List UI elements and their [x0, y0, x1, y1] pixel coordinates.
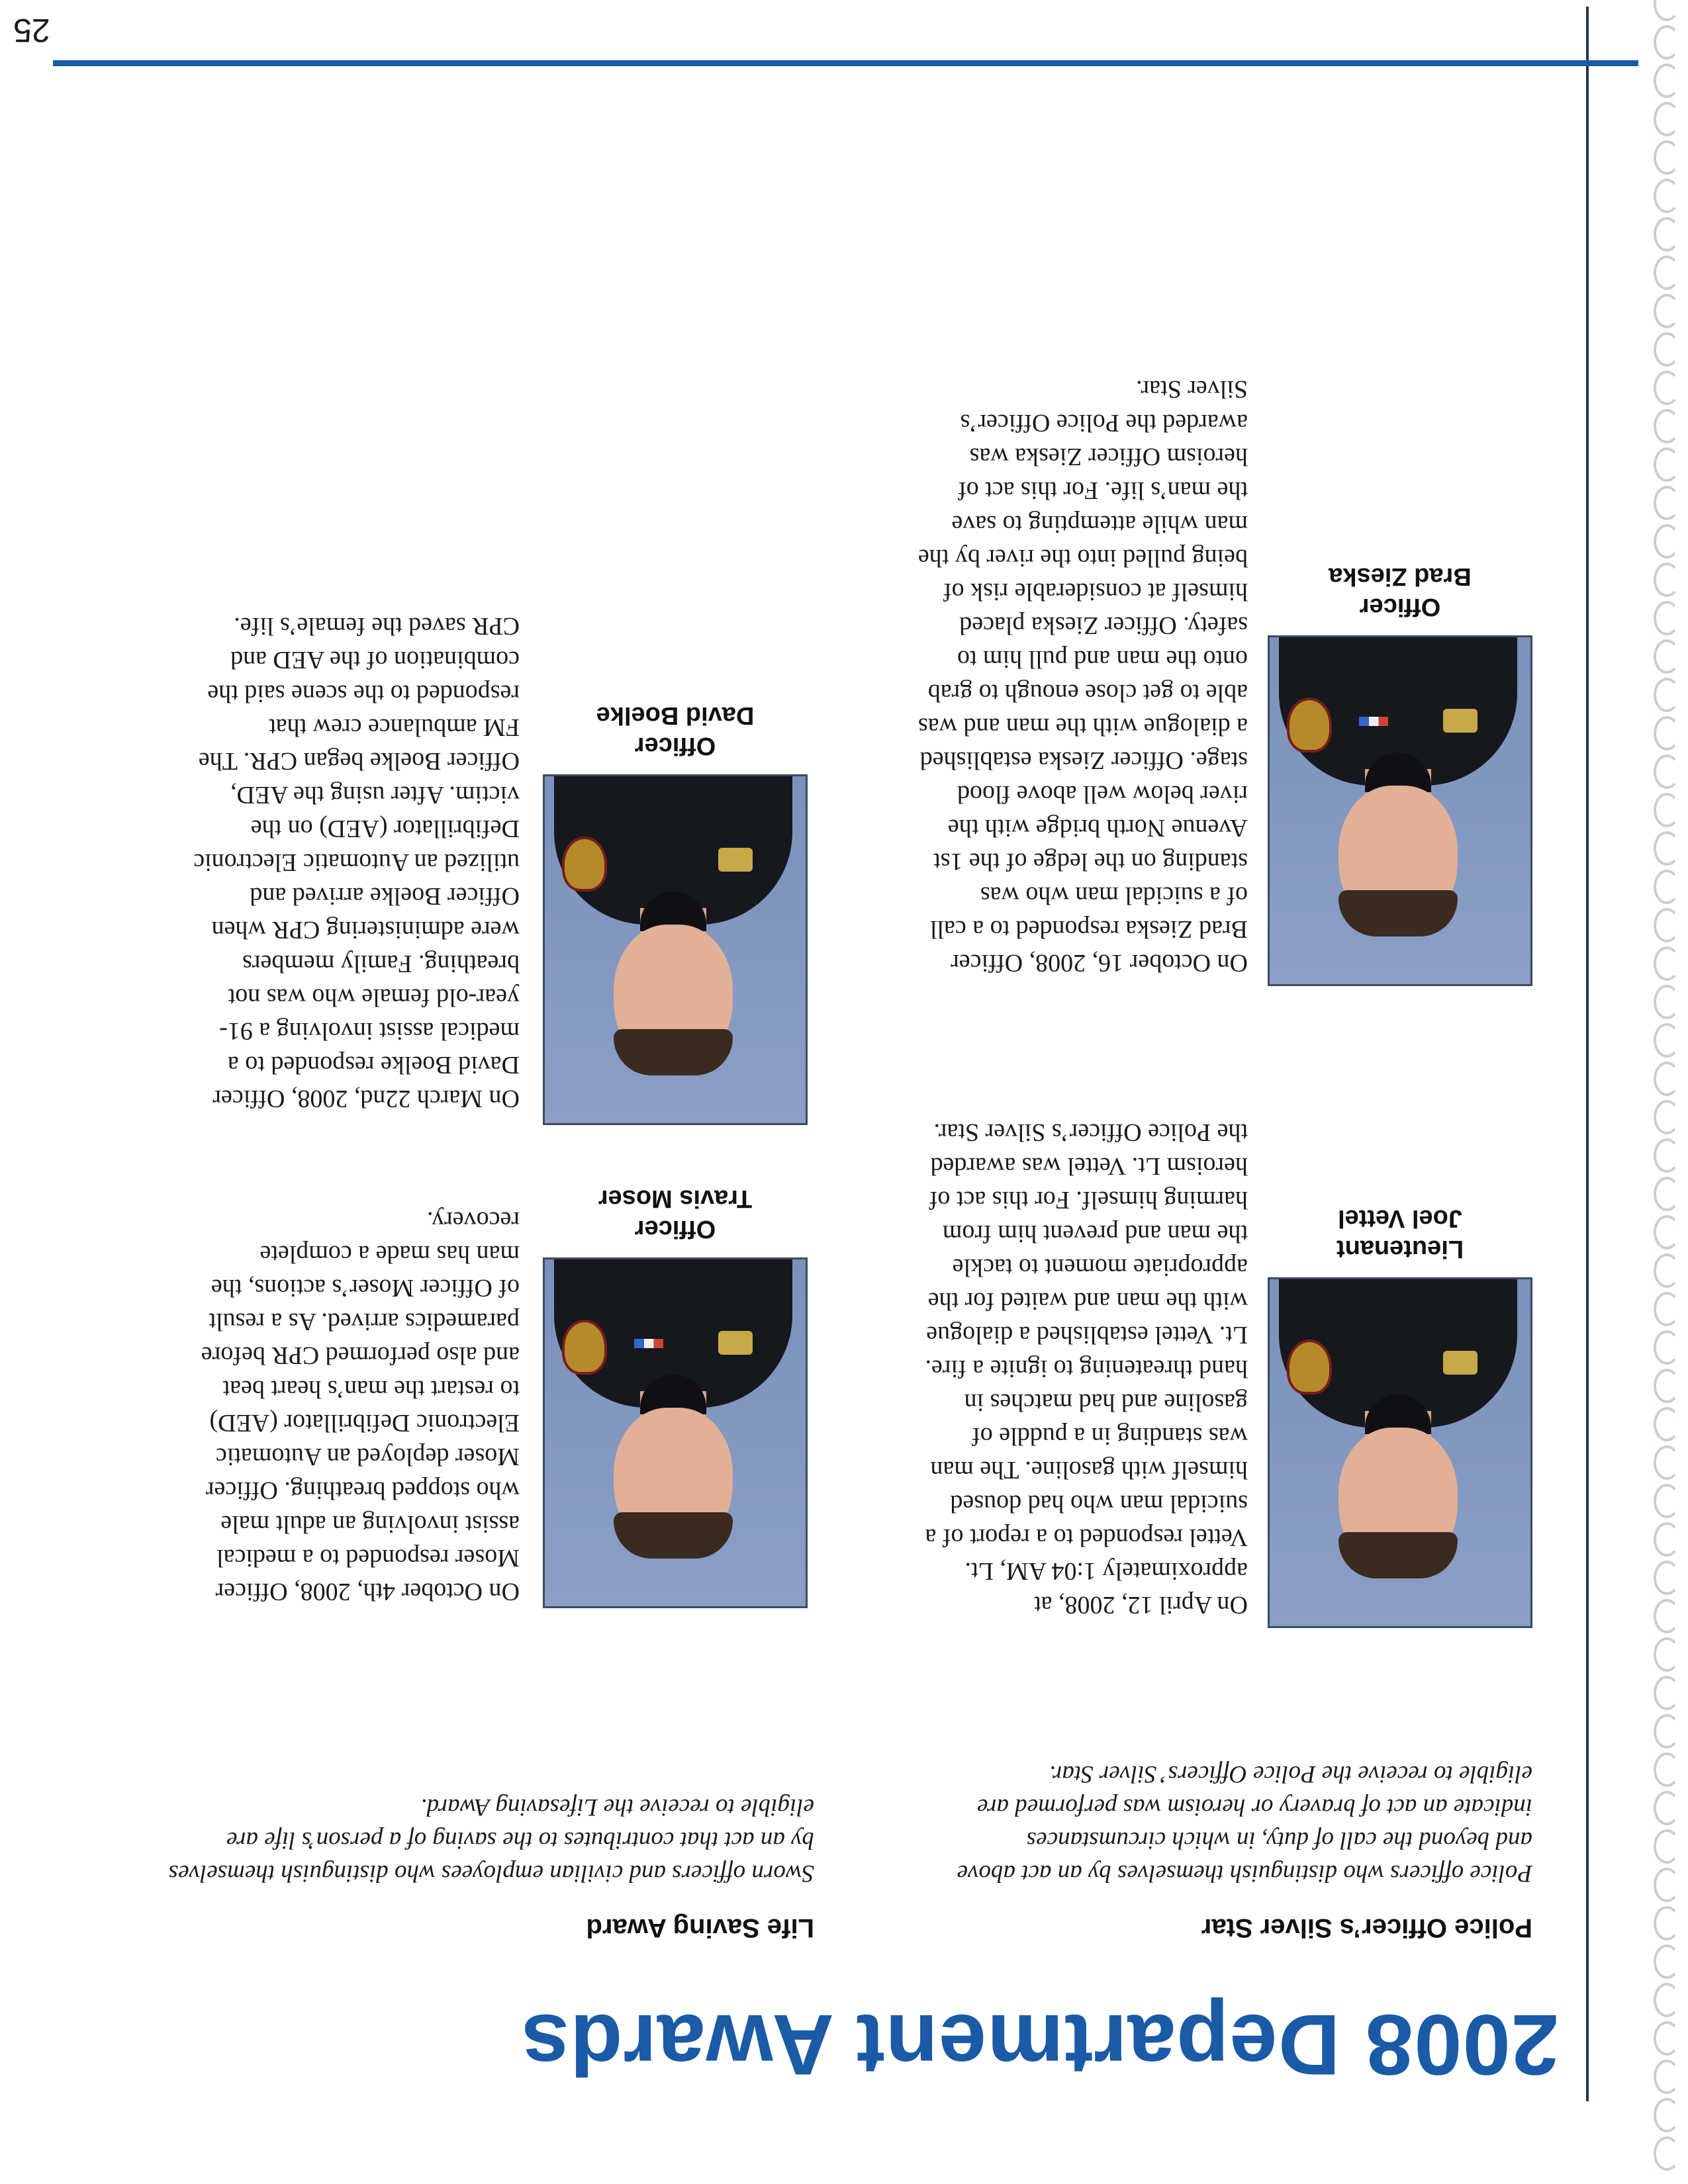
life-saving-description: Sworn officers and civilian employees who distinguish themselves by an act that contributes to the saving of a person’s life are eligible to receive the Lifesaving Award. — [168, 1794, 814, 1887]
binding-ring — [1654, 1445, 1680, 1480]
binding-ring — [1654, 255, 1680, 290]
binding-ring — [1654, 946, 1680, 981]
binding-ring — [1654, 1330, 1680, 1365]
binding-ring — [1654, 140, 1680, 175]
binding-ring — [1654, 1868, 1680, 1902]
binding-ring — [1654, 716, 1680, 751]
binding-ring — [1654, 1637, 1680, 1672]
binding-ring — [1654, 1791, 1680, 1825]
zieska-caption — [1268, 561, 1532, 622]
binding-ring — [1654, 1253, 1680, 1288]
binding-ring — [1654, 1484, 1680, 1518]
binding-ring — [1654, 754, 1680, 789]
binding-ring — [1654, 409, 1680, 443]
vertical-rule — [1586, 7, 1589, 2101]
binding-ring — [1654, 639, 1680, 674]
binding-ring — [1654, 2098, 1680, 2132]
boelke-name: David Boelke — [596, 702, 755, 729]
binding-ring — [1654, 1561, 1680, 1595]
binding-ring — [1654, 1177, 1680, 1211]
binding-ring — [1654, 1829, 1680, 1864]
binding-ring — [1654, 332, 1680, 367]
binding-ring — [1654, 217, 1680, 251]
moser-caption — [543, 1183, 808, 1244]
boelke-text: On March 22nd, 2008, Officer David Boelke responded to a medical assist involving a 91-year-old female who was not breathing. Family members were administering CPR when Officer Boelke arrived and utilized an Automatic Electronic Defibrillator (AED) on the victim. After using the AED, Officer Boelke began CPR. The FM ambulance crew that responded to the scene said the combination of the AED and CPR saved the female’s life. — [193, 612, 520, 1113]
page-number: 25 — [13, 12, 50, 49]
binding-ring — [1654, 1023, 1680, 1058]
binding-ring — [1654, 1522, 1680, 1557]
moser-rank: Officer — [634, 1215, 716, 1243]
binding-ring — [1654, 870, 1680, 904]
zieska-rank: Officer — [1359, 593, 1441, 621]
vettel-text: On April 12, 2008, at approximately 1:04 AM, Lt. Vettel responded to a report of a suicidal man who had doused himself with gasoline. The man was standing in a puddle of gasoline and had matches in hand threatening to ignite a fire. Lt. Vettel established a dialogue with the man and waited for the appropriate moment to tackle the man and prevent him from harming himself. For this act of heroism Lt. Vettel was awarded the Police Officer’s Silver Star. — [925, 1118, 1248, 1619]
boelke-photo — [543, 774, 808, 1125]
zieska-photo — [1268, 635, 1532, 986]
page-title: 2008 Department Awards — [520, 1997, 1559, 2093]
binding-ring — [1654, 1599, 1680, 1633]
binding-ring — [1654, 563, 1680, 597]
binding-ring — [1654, 601, 1680, 635]
binding-ring — [1654, 1944, 1680, 1979]
binding-ring — [1654, 1215, 1680, 1250]
zieska-name: Brad Zieska — [1329, 563, 1472, 590]
binding-ring — [1654, 1100, 1680, 1134]
footer-rule — [53, 60, 1638, 66]
silver-star-description: Police officers who distinguish themselves by an act above and beyond the call of duty, in which circumstances indicate an act of bravery or heroism was performed are eligible to receive the Police Officers’ Silver Star. — [957, 1760, 1532, 1887]
binding-ring — [1654, 0, 1680, 21]
binding-ring — [1654, 179, 1680, 213]
binding-ring — [1654, 25, 1680, 60]
moser-photo — [543, 1257, 808, 1608]
vettel-rank: Lieutenant — [1336, 1235, 1464, 1263]
binding-ring — [1654, 793, 1680, 827]
binding-ring — [1654, 678, 1680, 712]
binding-ring — [1654, 1369, 1680, 1403]
binding-ring — [1654, 1407, 1680, 1441]
silver-star-heading: Police Officer’s Silver Star — [1201, 1913, 1532, 1942]
binding-ring — [1654, 371, 1680, 405]
binding-ring — [1654, 447, 1680, 482]
binding-ring — [1654, 1676, 1680, 1710]
boelke-caption — [543, 700, 808, 761]
binding-ring — [1654, 64, 1680, 98]
zieska-text: On October 16, 2008, Officer Brad Zieska responded to a call of a suicidal man who was standing on the ledge of the 1st Avenue North bridge with the river below well above flood stage. Officer Zieska established a dialogue with the man and was able to get close enough to grab onto the man and pull him to safety. Officer Zieska placed himself at considerable risk of being pulled into the river by the man while attempting to save the man’s life. For this act of heroism Officer Zieska was awarded the Police Officer’s Silver Star. — [917, 375, 1248, 977]
vettel-name: Joel Vettel — [1338, 1205, 1462, 1232]
binding-ring — [1654, 1138, 1680, 1173]
vettel-caption — [1268, 1203, 1532, 1264]
vettel-photo — [1268, 1277, 1532, 1628]
binding-ring — [1654, 486, 1680, 520]
moser-name: Travis Moser — [598, 1185, 753, 1212]
moser-text: On October 4th, 2008, Officer Moser responded to a medical assist involving an adult male who stopped breathing. Officer Moser deployed an Automatic Electronic Defibrillator (AED) to restart the man’s heart beat and also performed CPR before paramedics arrived. As a result of Officer Moser’s actions, the man has made a complete recovery. — [201, 1206, 520, 1606]
binding-ring — [1654, 2136, 1680, 2171]
binding-ring — [1654, 1714, 1680, 1749]
life-saving-heading: Life Saving Award — [586, 1913, 814, 1942]
binding-ring — [1654, 1752, 1680, 1787]
binding-ring — [1654, 2060, 1680, 2094]
boelke-rank: Officer — [634, 732, 716, 760]
binding-ring — [1654, 985, 1680, 1019]
binding-ring — [1654, 1906, 1680, 1940]
spiral-binding — [1636, 0, 1688, 2184]
binding-ring — [1654, 1292, 1680, 1326]
binding-ring — [1654, 524, 1680, 559]
binding-ring — [1654, 908, 1680, 942]
binding-ring — [1654, 1983, 1680, 2017]
binding-ring — [1654, 294, 1680, 328]
binding-ring — [1654, 1062, 1680, 1096]
binding-ring — [1654, 102, 1680, 136]
binding-ring — [1654, 831, 1680, 866]
binding-ring — [1654, 2021, 1680, 2056]
